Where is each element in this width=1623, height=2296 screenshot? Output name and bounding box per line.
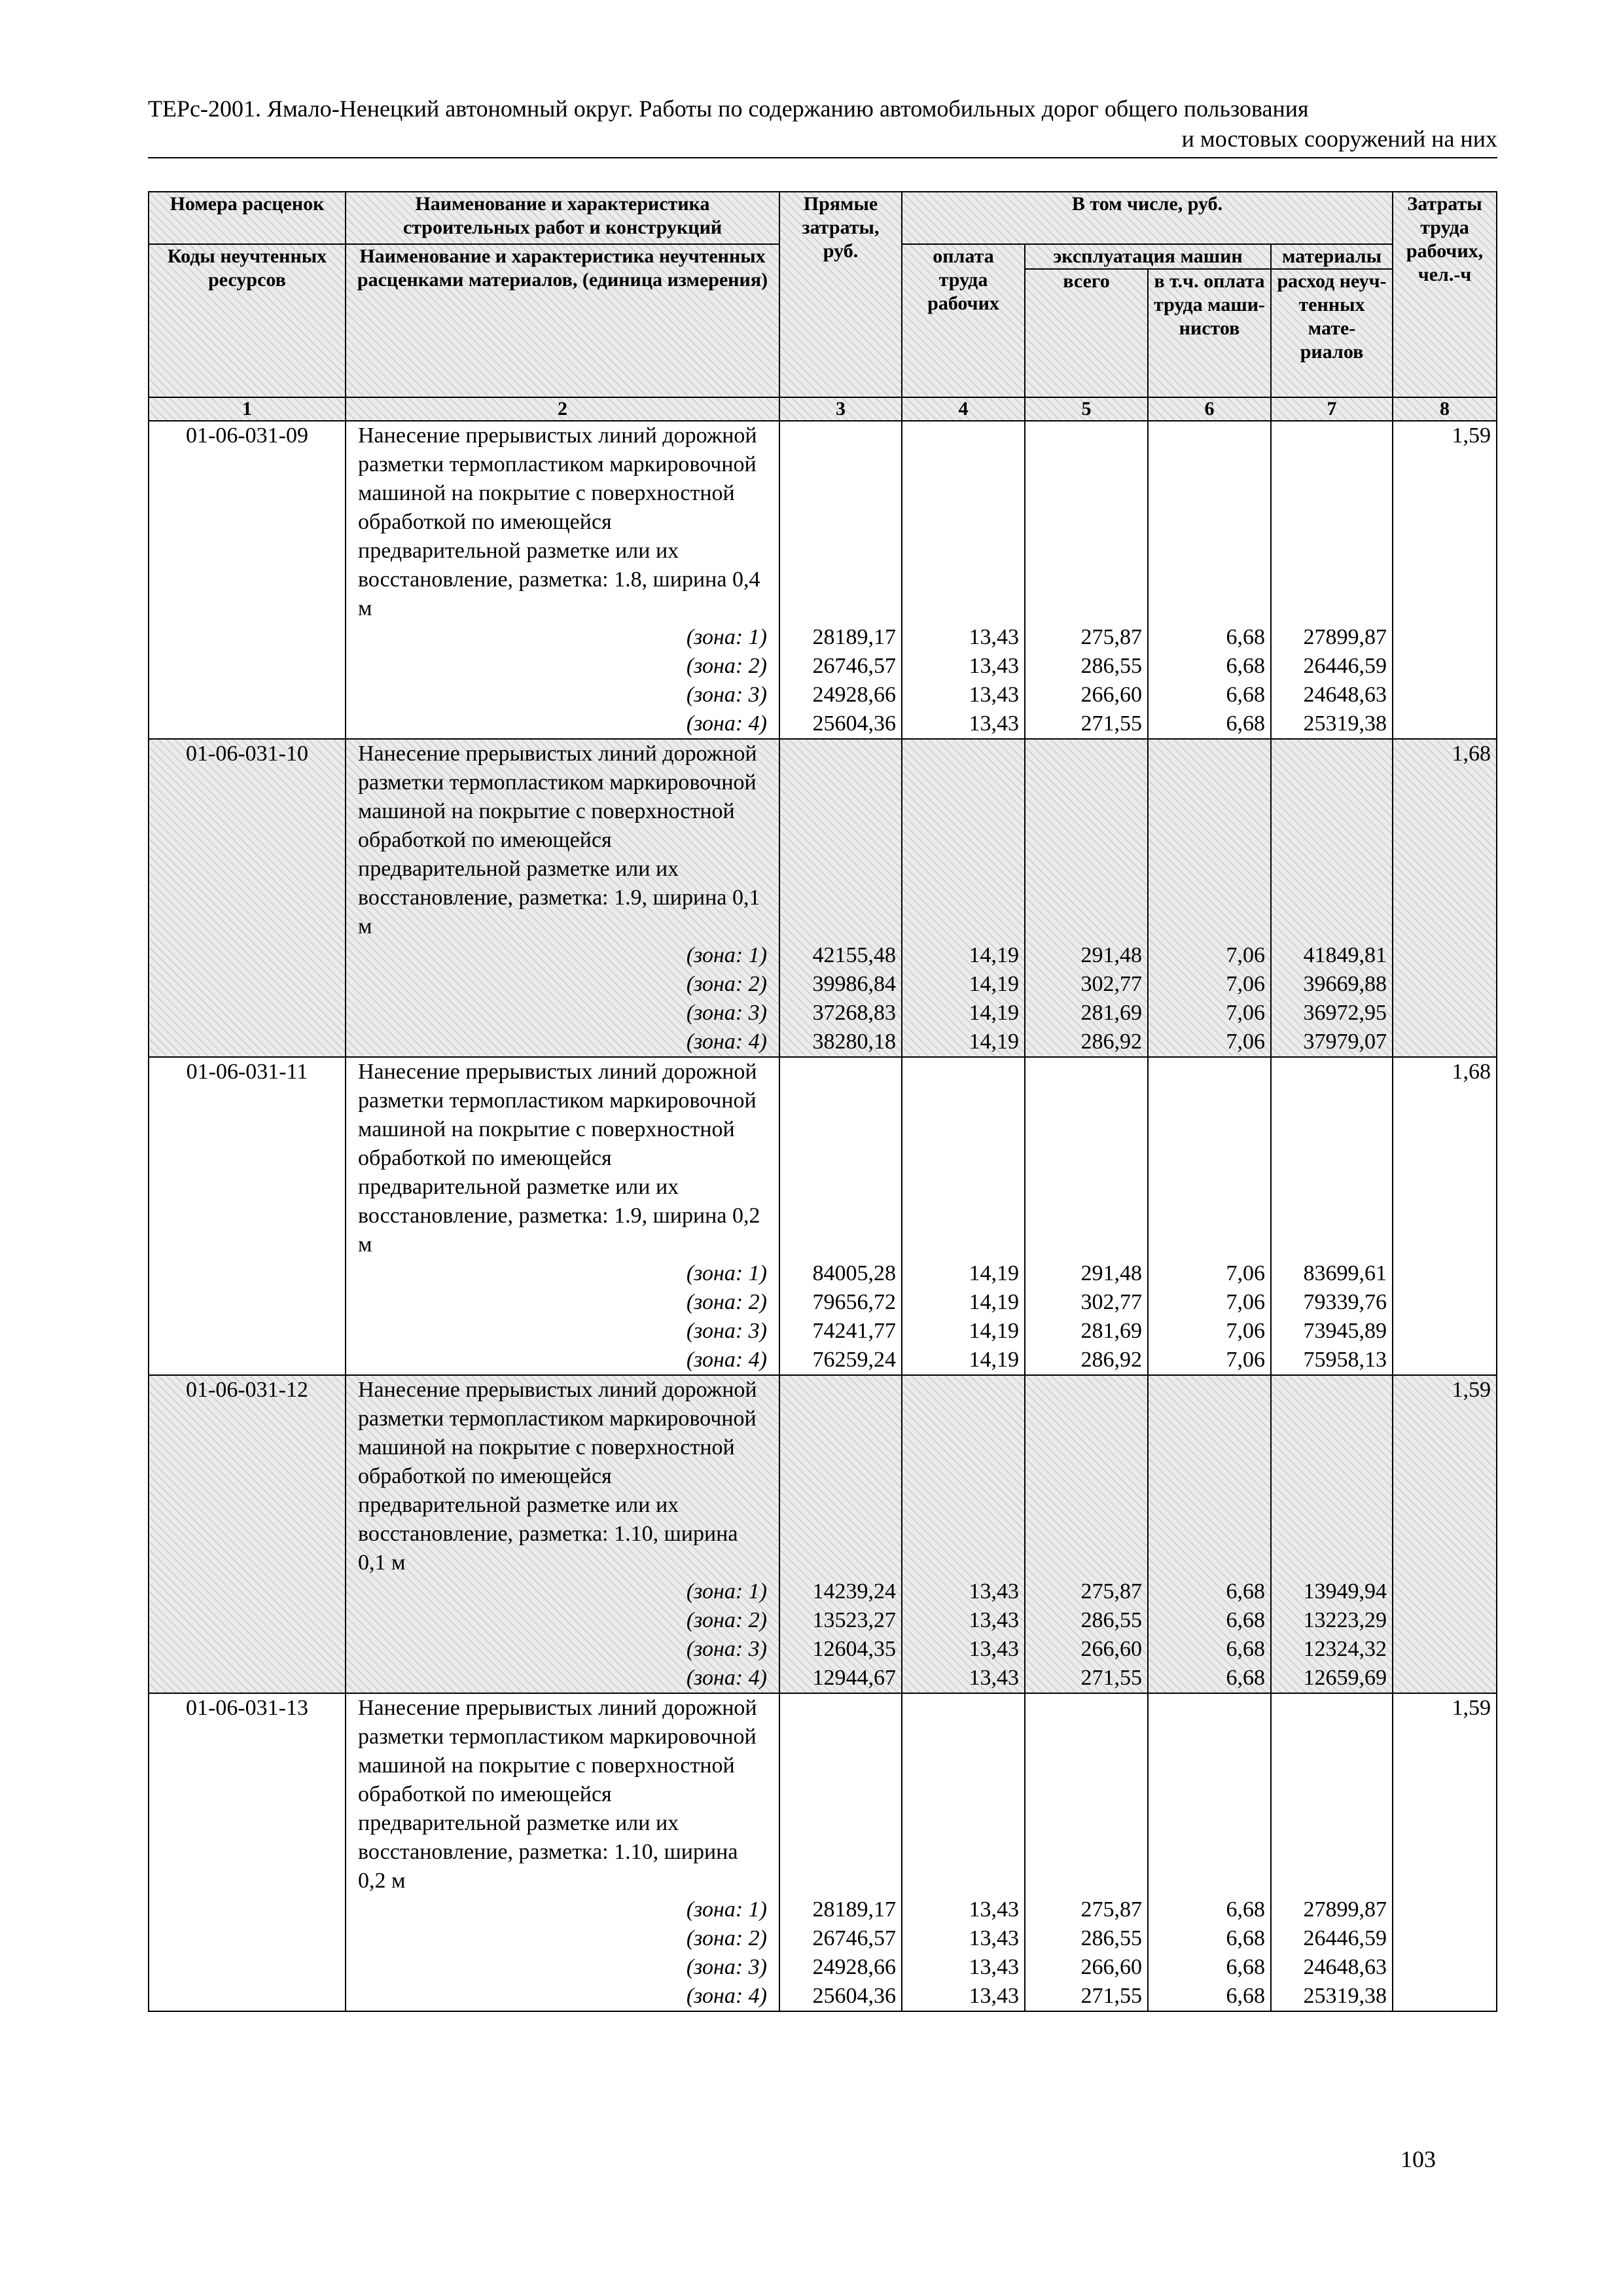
direct-costs-value: 12944,67 (812, 1666, 896, 1690)
direct-costs-value: 37268,83 (812, 1001, 896, 1025)
spacer (908, 1694, 1019, 1895)
header-line-1: ТЕРс-2001. Ямало-Ненецкий автономный округ. Работы по содержанию автомобильных дорог общего пользования (148, 96, 1309, 122)
zone-label: (зона: 2) (686, 1926, 767, 1950)
rate-description: Нанесение прерывистых линий дорожной разметки термопластиком маркировочной машиной на покрытие с поверхностной обработкой по имеющейся предварительной разметке или их восстановление, разметка: 1.10, ширина 0,1 м (358, 1378, 757, 1575)
direct-costs-value: 26746,57 (812, 1926, 896, 1950)
labor-pay-value: 13,43 (969, 1897, 1019, 1922)
zone-label: (зона: 2) (686, 972, 767, 996)
th-total: всего (1025, 269, 1148, 397)
header-rule (148, 157, 1497, 158)
labor-pay-value: 13,43 (969, 654, 1019, 678)
zone-label: (зона: 4) (686, 1666, 767, 1690)
machine-total-value: 286,92 (1080, 1348, 1142, 1372)
direct-costs-value: 24928,66 (812, 1955, 896, 1979)
running-header (148, 94, 1497, 154)
machine-total-value: 271,55 (1080, 1666, 1142, 1690)
rate-description-cell (346, 1057, 779, 1375)
column-number-3: 3 (779, 397, 902, 421)
direct-costs-value: 38280,18 (812, 1030, 896, 1054)
labor-pay-cell (902, 1057, 1025, 1375)
spacer (785, 1058, 896, 1259)
rate-code: 01-06-031-11 (149, 1057, 346, 1375)
th-material-name: Наименование и характеристика неучтенных расценками материалов, (единица измерения) (346, 244, 779, 397)
machine-total-cell (1025, 1057, 1148, 1375)
spacer (908, 422, 1019, 623)
materials-use-value: 75958,13 (1303, 1348, 1387, 1372)
zone-label: (зона: 3) (686, 1001, 767, 1025)
zone-label: (зона: 4) (686, 711, 767, 736)
labor-pay-cell (902, 421, 1025, 739)
materials-use-value: 24648,63 (1303, 683, 1387, 707)
spacer (1031, 1058, 1142, 1259)
labor-pay-cell (902, 739, 1025, 1057)
materials-use-value: 27899,87 (1303, 1897, 1387, 1922)
direct-costs-value: 13523,27 (812, 1608, 896, 1632)
page-number: 103 (1400, 2146, 1436, 2172)
zone-label: (зона: 1) (686, 1261, 767, 1285)
machinist-pay-value: 7,06 (1226, 943, 1265, 967)
rate-description-cell (346, 1375, 779, 1693)
spacer (1154, 422, 1265, 623)
spacer (1277, 740, 1387, 941)
rates-table (148, 191, 1497, 2012)
machinist-pay-value: 6,68 (1226, 1897, 1265, 1922)
labor-pay-value: 13,43 (969, 625, 1019, 649)
machinist-pay-value: 7,06 (1226, 1290, 1265, 1314)
spacer (1277, 1376, 1387, 1577)
direct-costs-value: 14239,24 (812, 1579, 896, 1604)
spacer (785, 422, 896, 623)
machinist-pay-cell (1148, 1693, 1271, 2011)
labor-hours: 1,68 (1393, 1057, 1497, 1375)
machine-total-value: 291,48 (1080, 1261, 1142, 1285)
labor-pay-value: 14,19 (969, 943, 1019, 967)
machinist-pay-value: 6,68 (1226, 683, 1265, 707)
machinist-pay-value: 7,06 (1226, 972, 1265, 996)
th-work-name: Наименование и характеристика строительных работ и конструкций (346, 192, 779, 244)
materials-use-value: 12324,32 (1303, 1637, 1387, 1661)
header-line-2: и мостовых сооружений на них (1181, 126, 1497, 152)
materials-use-value: 13223,29 (1303, 1608, 1387, 1632)
labor-pay-value: 13,43 (969, 1926, 1019, 1950)
direct-costs-value: 26746,57 (812, 654, 896, 678)
labor-pay-value: 13,43 (969, 1637, 1019, 1661)
materials-use-value: 79339,76 (1303, 1290, 1387, 1314)
labor-pay-value: 13,43 (969, 1579, 1019, 1604)
labor-pay-value: 14,19 (969, 1001, 1019, 1025)
zone-label: (зона: 1) (686, 625, 767, 649)
spacer (1154, 1694, 1265, 1895)
column-number-5: 5 (1025, 397, 1148, 421)
spacer (1154, 740, 1265, 941)
zone-label: (зона: 3) (686, 1637, 767, 1661)
spacer (908, 740, 1019, 941)
materials-use-value: 12659,69 (1303, 1666, 1387, 1690)
machinist-pay-value: 7,06 (1226, 1030, 1265, 1054)
labor-pay-value: 14,19 (969, 1290, 1019, 1314)
column-number-6: 6 (1148, 397, 1271, 421)
column-number-2: 2 (346, 397, 779, 421)
labor-hours: 1,59 (1393, 1375, 1497, 1693)
spacer (1277, 1694, 1387, 1895)
labor-pay-value: 13,43 (969, 1955, 1019, 1979)
machinist-pay-cell (1148, 1057, 1271, 1375)
materials-use-cell (1271, 1057, 1393, 1375)
column-numbers-row (149, 397, 1497, 421)
rate-description-cell (346, 739, 779, 1057)
labor-hours: 1,59 (1393, 1693, 1497, 2011)
labor-pay-cell (902, 1375, 1025, 1693)
machine-total-value: 266,60 (1080, 1637, 1142, 1661)
materials-use-cell (1271, 1375, 1393, 1693)
direct-costs-value: 84005,28 (812, 1261, 896, 1285)
machinist-pay-value: 6,68 (1226, 1926, 1265, 1950)
machine-total-value: 281,69 (1080, 1319, 1142, 1343)
machinist-pay-value: 7,06 (1226, 1348, 1265, 1372)
th-incl: В том числе, руб. (902, 192, 1393, 244)
machinist-pay-cell (1148, 1375, 1271, 1693)
machinist-pay-value: 7,06 (1226, 1319, 1265, 1343)
materials-use-value: 26446,59 (1303, 654, 1387, 678)
rate-description: Нанесение прерывистых линий дорожной разметки термопластиком маркировочной машиной на покрытие с поверхностной обработкой по имеющейся предварительной разметке или их восстановление, разметка: 1.9, ширина 0,1 м (358, 742, 760, 939)
th-material-use: расход неуч- тенных мате- риалов (1271, 269, 1393, 397)
spacer (785, 740, 896, 941)
machine-total-value: 302,77 (1080, 972, 1142, 996)
materials-use-value: 25319,38 (1303, 1984, 1387, 2008)
materials-use-value: 37979,07 (1303, 1030, 1387, 1054)
machine-total-value: 275,87 (1080, 1897, 1142, 1922)
machinist-pay-cell (1148, 739, 1271, 1057)
machinist-pay-value: 6,68 (1226, 1984, 1265, 2008)
direct-costs-value: 12604,35 (812, 1637, 896, 1661)
rate-description-cell (346, 1693, 779, 2011)
direct-costs-value: 39986,84 (812, 972, 896, 996)
machine-total-value: 275,87 (1080, 1579, 1142, 1604)
machinist-pay-value: 6,68 (1226, 1666, 1265, 1690)
zone-label: (зона: 4) (686, 1984, 767, 2008)
zone-label: (зона: 2) (686, 1608, 767, 1632)
rate-description: Нанесение прерывистых линий дорожной разметки термопластиком маркировочной машиной на покрытие с поверхностной обработкой по имеющейся предварительной разметке или их восстановление, разметка: 1.10, ширина 0,2 м (358, 1696, 757, 1893)
direct-costs-value: 25604,36 (812, 1984, 896, 2008)
zone-label: (зона: 4) (686, 1348, 767, 1372)
machine-total-value: 281,69 (1080, 1001, 1142, 1025)
column-number-7: 7 (1271, 397, 1393, 421)
th-materials: материалы (1271, 244, 1393, 269)
materials-use-value: 36972,95 (1303, 1001, 1387, 1025)
machine-total-value: 291,48 (1080, 943, 1142, 967)
materials-use-value: 83699,61 (1303, 1261, 1387, 1285)
labor-pay-cell (902, 1693, 1025, 2011)
spacer (785, 1376, 896, 1577)
rate-entry-row (149, 1693, 1497, 2011)
materials-use-value: 39669,88 (1303, 972, 1387, 996)
labor-pay-value: 14,19 (969, 1348, 1019, 1372)
rate-code: 01-06-031-09 (149, 421, 346, 739)
direct-costs-value: 28189,17 (812, 1897, 896, 1922)
machinist-pay-value: 6,68 (1226, 1608, 1265, 1632)
materials-use-value: 26446,59 (1303, 1926, 1387, 1950)
th-direct-costs: Прямые затраты, руб. (779, 192, 902, 397)
materials-use-cell (1271, 421, 1393, 739)
machine-total-value: 286,55 (1080, 1608, 1142, 1632)
rate-entry-row (149, 1375, 1497, 1693)
spacer (1031, 1694, 1142, 1895)
zone-label: (зона: 4) (686, 1030, 767, 1054)
machine-total-value: 286,92 (1080, 1030, 1142, 1054)
materials-use-cell (1271, 1693, 1393, 2011)
labor-pay-value: 13,43 (969, 683, 1019, 707)
spacer (1154, 1376, 1265, 1577)
machinist-pay-value: 6,68 (1226, 1955, 1265, 1979)
labor-pay-value: 14,19 (969, 1030, 1019, 1054)
direct-costs-value: 42155,48 (812, 943, 896, 967)
rate-description: Нанесение прерывистых линий дорожной разметки термопластиком маркировочной машиной на покрытие с поверхностной обработкой по имеющейся предварительной разметке или их восстановление, разметка: 1.8, ширина 0,4 м (358, 423, 760, 620)
machinist-pay-value: 6,68 (1226, 711, 1265, 736)
materials-use-value: 24648,63 (1303, 1955, 1387, 1979)
machine-total-cell (1025, 1693, 1148, 2011)
column-number-4: 4 (902, 397, 1025, 421)
machine-total-value: 271,55 (1080, 711, 1142, 736)
spacer (908, 1376, 1019, 1577)
spacer (1031, 740, 1142, 941)
rate-code: 01-06-031-13 (149, 1693, 346, 2011)
zone-label: (зона: 1) (686, 943, 767, 967)
spacer (1031, 1376, 1142, 1577)
th-labor-costs: Затраты труда рабочих, чел.-ч (1393, 192, 1497, 397)
rate-entry-row (149, 1057, 1497, 1375)
zone-label: (зона: 3) (686, 1955, 767, 1979)
column-number-1: 1 (149, 397, 346, 421)
th-labor-pay: оплата труда рабочих (902, 244, 1025, 397)
labor-pay-value: 14,19 (969, 972, 1019, 996)
labor-pay-value: 13,43 (969, 711, 1019, 736)
machinist-pay-value: 7,06 (1226, 1261, 1265, 1285)
direct-costs-value: 24928,66 (812, 683, 896, 707)
table-body (149, 192, 1497, 2011)
column-number-8: 8 (1393, 397, 1497, 421)
spacer (1031, 422, 1142, 623)
spacer (1154, 1058, 1265, 1259)
labor-pay-value: 13,43 (969, 1984, 1019, 2008)
rate-entry-row (149, 739, 1497, 1057)
spacer (1277, 1058, 1387, 1259)
zone-label: (зона: 1) (686, 1897, 767, 1922)
materials-use-value: 25319,38 (1303, 711, 1387, 736)
machinist-pay-value: 6,68 (1226, 1637, 1265, 1661)
machine-total-value: 275,87 (1080, 625, 1142, 649)
machine-total-value: 271,55 (1080, 1984, 1142, 2008)
machinist-pay-value: 6,68 (1226, 1579, 1265, 1604)
zone-label: (зона: 1) (686, 1579, 767, 1604)
direct-costs-value: 76259,24 (812, 1348, 896, 1372)
direct-costs-cell (779, 739, 902, 1057)
zone-label: (зона: 2) (686, 1290, 767, 1314)
materials-use-value: 41849,81 (1303, 943, 1387, 967)
direct-costs-value: 25604,36 (812, 711, 896, 736)
machinist-pay-value: 6,68 (1226, 625, 1265, 649)
rate-description: Нанесение прерывистых линий дорожной разметки термопластиком маркировочной машиной на покрытие с поверхностной обработкой по имеющейся предварительной разметке или их восстановление, разметка: 1.9, ширина 0,2 м (358, 1060, 760, 1257)
machine-total-value: 302,77 (1080, 1290, 1142, 1314)
labor-hours: 1,68 (1393, 739, 1497, 1057)
zone-label: (зона: 2) (686, 654, 767, 678)
direct-costs-value: 74241,77 (812, 1319, 896, 1343)
machine-total-value: 266,60 (1080, 683, 1142, 707)
machinist-pay-value: 7,06 (1226, 1001, 1265, 1025)
direct-costs-cell (779, 421, 902, 739)
machinist-pay-cell (1148, 421, 1271, 739)
zone-label: (зона: 3) (686, 683, 767, 707)
direct-costs-cell (779, 1375, 902, 1693)
labor-pay-value: 13,43 (969, 1608, 1019, 1632)
rate-code: 01-06-031-10 (149, 739, 346, 1057)
materials-use-cell (1271, 739, 1393, 1057)
labor-pay-value: 13,43 (969, 1666, 1019, 1690)
direct-costs-cell (779, 1693, 902, 2011)
direct-costs-cell (779, 1057, 902, 1375)
direct-costs-value: 79656,72 (812, 1290, 896, 1314)
spacer (1277, 422, 1387, 623)
labor-pay-value: 14,19 (969, 1319, 1019, 1343)
machine-total-value: 286,55 (1080, 1926, 1142, 1950)
th-rate-numbers: Номера расценок (149, 192, 346, 244)
machinist-pay-value: 6,68 (1226, 654, 1265, 678)
machine-total-cell (1025, 739, 1148, 1057)
spacer (908, 1058, 1019, 1259)
machine-total-value: 266,60 (1080, 1955, 1142, 1979)
rate-code: 01-06-031-12 (149, 1375, 346, 1693)
spacer (785, 1694, 896, 1895)
rate-description-cell (346, 421, 779, 739)
machine-total-cell (1025, 421, 1148, 739)
materials-use-value: 27899,87 (1303, 625, 1387, 649)
th-machinist-pay: в т.ч. оплата труда маши- нистов (1148, 269, 1271, 397)
zone-label: (зона: 3) (686, 1319, 767, 1343)
th-machine-ops: эксплуатация машин (1025, 244, 1271, 269)
rate-entry-row (149, 421, 1497, 739)
labor-hours: 1,59 (1393, 421, 1497, 739)
th-resource-codes: Коды неучтенных ресурсов (149, 244, 346, 397)
materials-use-value: 73945,89 (1303, 1319, 1387, 1343)
direct-costs-value: 28189,17 (812, 625, 896, 649)
machine-total-cell (1025, 1375, 1148, 1693)
materials-use-value: 13949,94 (1303, 1579, 1387, 1604)
labor-pay-value: 14,19 (969, 1261, 1019, 1285)
machine-total-value: 286,55 (1080, 654, 1142, 678)
